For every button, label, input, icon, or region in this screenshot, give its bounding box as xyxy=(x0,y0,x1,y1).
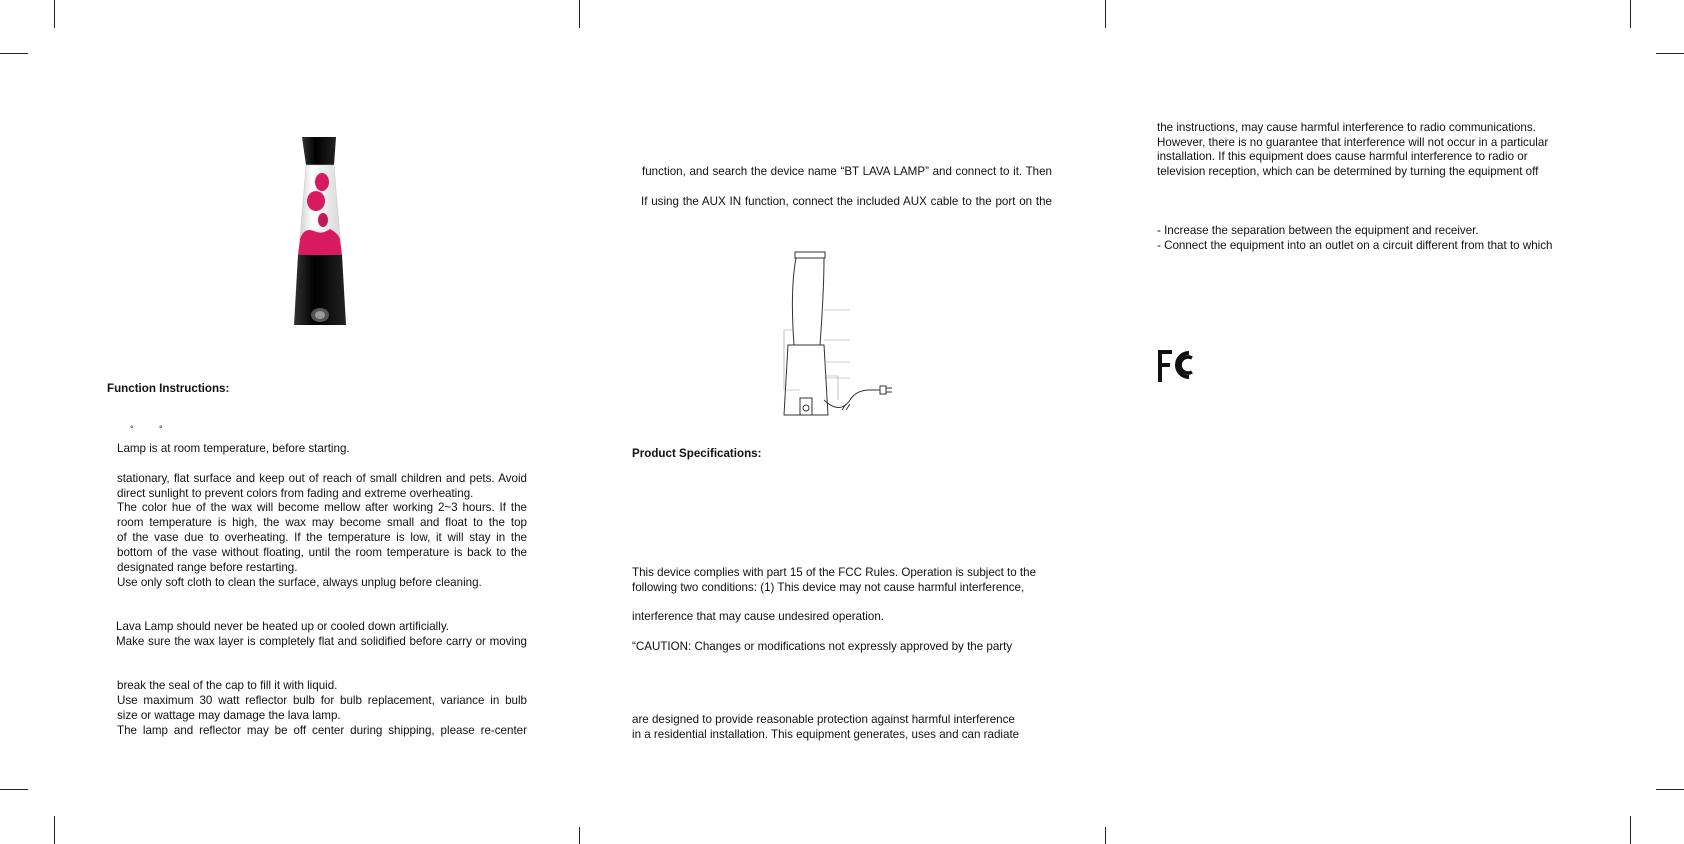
body-line: of the vase due to overheating. If the temperature is low, it will stay in the xyxy=(117,531,527,544)
crop-mark xyxy=(1656,789,1684,790)
crop-mark xyxy=(579,0,580,28)
body-line: If using the AUX IN function, connect the included AUX cable to the port on the xyxy=(641,195,1052,208)
body-line: - Increase the separation between the equipment and receiver. xyxy=(1157,224,1479,237)
degree-mark: ° xyxy=(159,424,163,434)
body-line: room temperature is high, the wax may become small and float to the top xyxy=(117,516,527,529)
crop-mark xyxy=(1656,53,1684,54)
crop-mark xyxy=(579,827,580,844)
body-line: Use maximum 30 watt reflector bulb for bulb replacement, variance in bulb xyxy=(117,694,527,707)
body-line: Use only soft cloth to clean the surface, always unplug before cleaning. xyxy=(117,576,482,589)
crop-mark xyxy=(54,0,55,28)
section-heading: Function Instructions: xyxy=(107,382,230,395)
body-line: designated range before restarting. xyxy=(117,561,298,574)
crop-mark xyxy=(0,789,28,790)
body-line: The color hue of the wax will become mellow after working 2~3 hours. If the xyxy=(117,501,527,514)
body-line: bottom of the vase without floating, until the room temperature is back to the xyxy=(117,546,527,559)
body-line: “CAUTION: Changes or modifications not expressly approved by the party xyxy=(632,640,1013,653)
crop-mark xyxy=(54,816,55,844)
crop-mark xyxy=(1105,0,1106,28)
body-line: Lava Lamp should never be heated up or cooled down artificially. xyxy=(116,620,449,633)
body-line: However, there is no guarantee that interference will not occur in a particular xyxy=(1157,136,1549,149)
body-line: interference that may cause undesired operation. xyxy=(632,610,884,623)
body-line: following two conditions: (1) This device may not cause harmful interference, xyxy=(632,581,1025,594)
body-line: installation. If this equipment does cause harmful interference to radio or xyxy=(1157,150,1528,163)
body-line: direct sunlight to prevent colors from fading and extreme overheating. xyxy=(117,487,474,500)
crop-mark xyxy=(1630,0,1631,28)
lava-lamp-photo xyxy=(290,135,350,331)
body-line: television reception, which can be determined by turning the equipment off xyxy=(1157,165,1539,178)
body-line: - Connect the equipment into an outlet on a circuit different from that to which xyxy=(1157,239,1553,252)
body-line: the instructions, may cause harmful interference to radio communications. xyxy=(1157,121,1536,134)
section-heading: Product Specifications: xyxy=(632,447,762,460)
body-line: function, and search the device name “BT LAVA LAMP” and connect to it. Then xyxy=(642,165,1052,178)
body-line: size or wattage may damage the lava lamp. xyxy=(117,709,341,722)
body-line: break the seal of the cap to fill it with liquid. xyxy=(117,679,338,692)
body-line: The lamp and reflector may be off center during shipping, please re-center xyxy=(117,724,527,737)
degree-mark: ° xyxy=(130,424,134,434)
body-line: in a residential installation. This equipment generates, uses and can radiate xyxy=(632,728,1020,741)
body-line: stationary, flat surface and keep out of reach of small children and pets. Avoid xyxy=(117,472,527,485)
crop-mark xyxy=(0,53,28,54)
lamp-line-diagram xyxy=(780,250,910,420)
crop-mark xyxy=(1105,827,1106,844)
fcc-logo xyxy=(1156,348,1200,384)
body-line: This device complies with part 15 of the FCC Rules. Operation is subject to the xyxy=(632,566,1037,579)
body-line: are designed to provide reasonable protection against harmful interference xyxy=(632,713,1015,726)
body-line: Lamp is at room temperature, before starting. xyxy=(117,442,350,455)
crop-mark xyxy=(1630,816,1631,844)
body-line: Make sure the wax layer is completely flat and solidified before carry or moving xyxy=(116,635,527,648)
